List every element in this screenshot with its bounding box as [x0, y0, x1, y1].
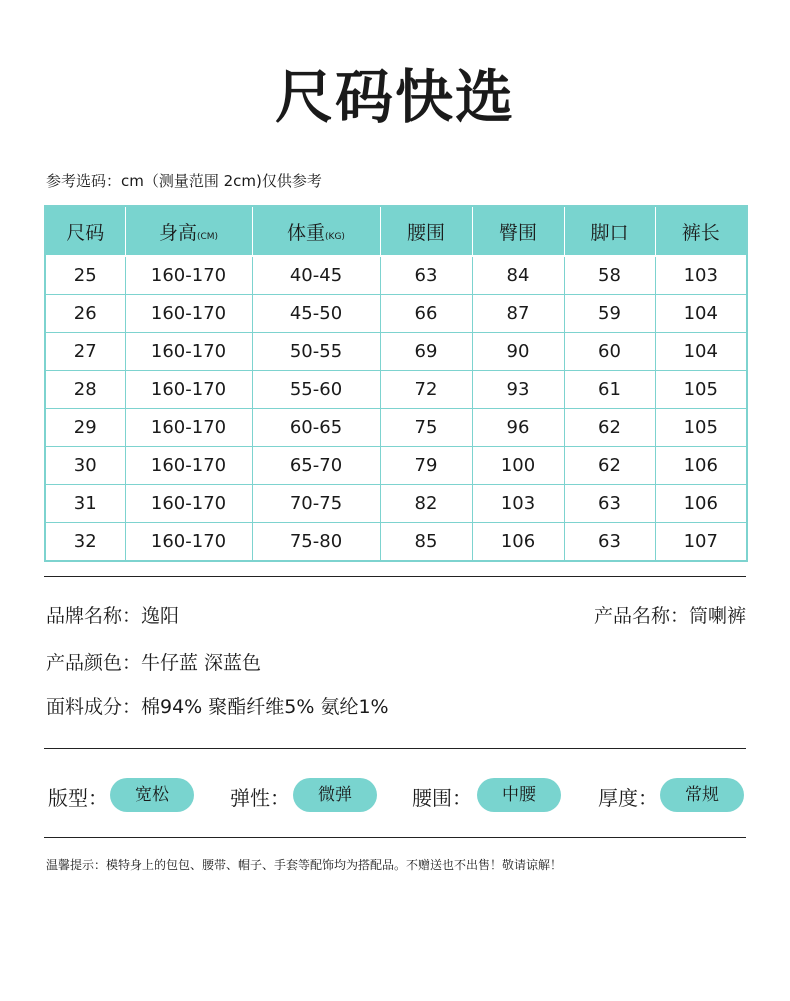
- header-cell: 尺码: [46, 207, 125, 256]
- table-cell: 65-70: [252, 447, 380, 485]
- header-cell: 臀围: [472, 207, 564, 256]
- table-cell: 30: [46, 447, 125, 485]
- product-name: 产品名称：筒喇裤: [593, 605, 746, 627]
- table-cell: 29: [46, 409, 125, 447]
- size-table-frame: [44, 205, 748, 562]
- table-cell: 50-55: [252, 333, 380, 371]
- table-cell: 60-65: [252, 409, 380, 447]
- product-colors: 产品颜色：牛仔蓝 深蓝色: [46, 652, 262, 674]
- table-cell: 160-170: [125, 295, 252, 333]
- fit-badge: 宽松: [110, 778, 194, 812]
- table-cell: 27: [46, 333, 125, 371]
- table-row: [46, 485, 746, 523]
- table-cell: 55-60: [252, 371, 380, 409]
- table-cell: 70-75: [252, 485, 380, 523]
- table-cell: 104: [655, 295, 746, 333]
- table-cell: 58: [564, 256, 655, 295]
- table-cell: 62: [564, 409, 655, 447]
- table-row: [46, 295, 746, 333]
- waist-label: 腰围：: [412, 786, 472, 810]
- thickness-badge: 常规: [660, 778, 744, 812]
- header-cell: 腰围: [380, 207, 472, 256]
- table-cell: 87: [472, 295, 564, 333]
- fabric-composition: 面料成分：棉94% 聚酯纤维5% 氨纶1%: [46, 696, 389, 718]
- table-cell: 75: [380, 409, 472, 447]
- table-cell: 59: [564, 295, 655, 333]
- table-cell: 160-170: [125, 256, 252, 295]
- table-cell: 63: [564, 485, 655, 523]
- table-cell: 160-170: [125, 371, 252, 409]
- divider: [44, 748, 746, 749]
- table-cell: 103: [472, 485, 564, 523]
- table-cell: 160-170: [125, 409, 252, 447]
- table-cell: 104: [655, 333, 746, 371]
- table-cell: 96: [472, 409, 564, 447]
- table-cell: 63: [380, 256, 472, 295]
- table-cell: 107: [683, 531, 718, 552]
- table-cell: 40-45: [252, 256, 380, 295]
- header-cell: 裤长: [655, 207, 746, 256]
- brand-name: 品牌名称：逸阳: [46, 605, 180, 627]
- table-cell: 72: [380, 371, 472, 409]
- table-cell: 106: [655, 485, 746, 523]
- table-cell: 60: [564, 333, 655, 371]
- table-cell: 26: [46, 295, 125, 333]
- table-cell: 106: [655, 447, 746, 485]
- table-cell: 160-170: [125, 523, 252, 561]
- table-cell: 105: [655, 371, 746, 409]
- table-cell: 79: [380, 447, 472, 485]
- table-cell: 85: [380, 523, 472, 561]
- thickness-label: 厚度：: [598, 786, 658, 810]
- table-cell: 160-170: [125, 485, 252, 523]
- table-cell: 32: [46, 523, 125, 561]
- table-cell: 31: [46, 485, 125, 523]
- table-cell: 61: [564, 371, 655, 409]
- table-cell: 90: [472, 333, 564, 371]
- header-cell: 体重(KG): [252, 207, 380, 256]
- table-cell: 160-170: [125, 333, 252, 371]
- table-cell: 160-170: [125, 447, 252, 485]
- elasticity-badge: 微弹: [293, 778, 377, 812]
- divider: [44, 837, 746, 838]
- waist-badge: 中腰: [477, 778, 561, 812]
- measurement-note: 参考选码：cm（测量范围 2cm)仅供参考: [46, 172, 322, 190]
- table-cell: 75-80: [252, 523, 380, 561]
- table-row: [46, 523, 746, 561]
- table-cell: 62: [564, 447, 655, 485]
- table-cell: 106: [472, 523, 564, 561]
- table-cell: 100: [472, 447, 564, 485]
- header-cell: 脚口: [564, 207, 655, 256]
- page-title: 尺码快选: [274, 63, 515, 131]
- table-row: [46, 409, 746, 447]
- table-cell: 93: [472, 371, 564, 409]
- table-cell: 66: [380, 295, 472, 333]
- table-row: [46, 371, 746, 409]
- table-row: [46, 447, 746, 485]
- table-cell: 84: [472, 256, 564, 295]
- table-cell: 105: [655, 409, 746, 447]
- table-cell: 28: [46, 371, 125, 409]
- table-row: [46, 333, 746, 371]
- header-cell: 身高(CM): [125, 207, 252, 256]
- size-table: [46, 207, 746, 560]
- fit-label: 版型：: [48, 786, 108, 810]
- elasticity-label: 弹性：: [230, 786, 290, 810]
- table-cell: 45-50: [252, 295, 380, 333]
- table-cell: 103: [655, 256, 746, 295]
- divider: [44, 576, 746, 577]
- table-cell: 69: [380, 333, 472, 371]
- table-cell: 82: [380, 485, 472, 523]
- table-row: [46, 256, 746, 295]
- warm-tip: 温馨提示：模特身上的包包、腰带、帽子、手套等配饰均为搭配品。不赠送也不出售！敬请谅解！: [46, 858, 563, 872]
- table-cell: 25: [46, 256, 125, 295]
- size-table-header: [46, 207, 746, 256]
- table-cell: 63: [564, 523, 655, 561]
